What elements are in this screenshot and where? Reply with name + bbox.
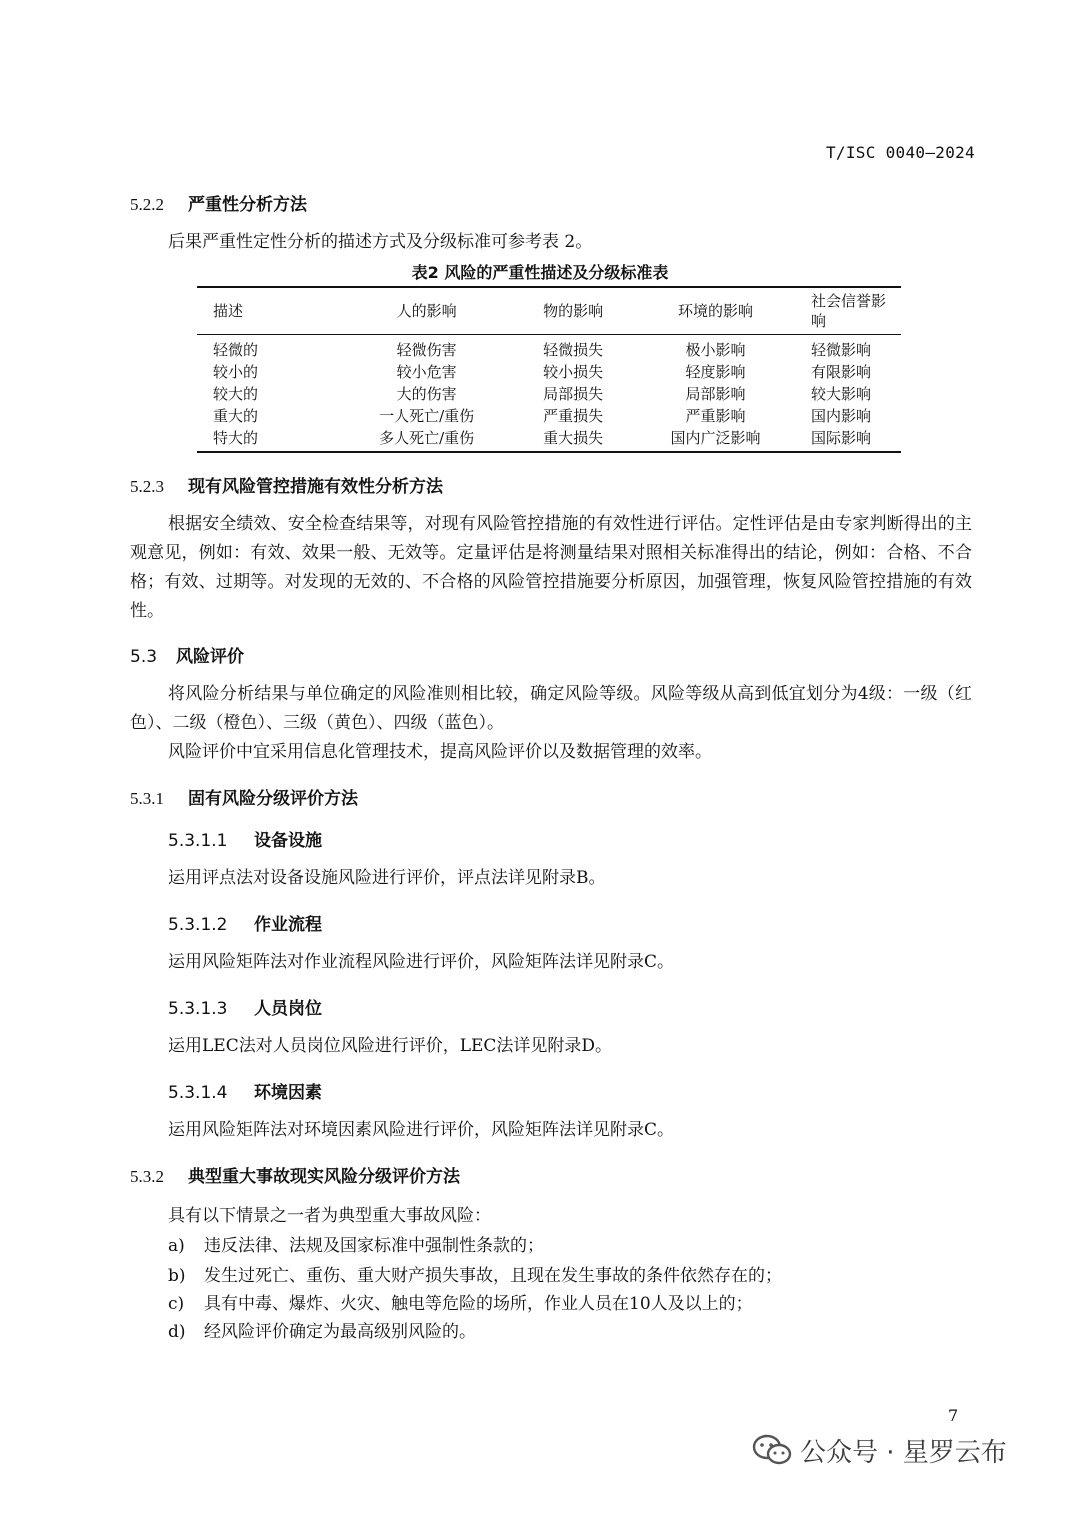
- table-cell: 多人死亡/重伤: [339, 427, 514, 452]
- heading-title: 人员岗位: [254, 999, 322, 1019]
- paragraph-5-3-1-1: 运用评点法对设备设施风险进行评价，评点法详见附录B。: [168, 868, 606, 888]
- page-number: 7: [948, 1406, 959, 1425]
- paragraph-5-2-3: 根据安全绩效、安全检查结果等，对现有风险管控措施的有效性进行评估。定性评估是由专家判断得出的主观意见，例如：有效、效果一般、无效等。定量评估是将测量结果对照相关标准得出的结论，例如：合格、不合格；有效、过期等。对发现的无效的、不合格的风险管控措施要分析原因，加强管理，恢复风险管控措施的有效性。: [130, 514, 972, 621]
- table-cell: 国内影响: [811, 407, 872, 425]
- heading-number: 5.3.2: [130, 1167, 164, 1186]
- table-cell: 轻微伤害: [396, 341, 457, 359]
- list-text: 具有中毒、爆炸、火灾、触电等危险的场所，作业人员在10人及以上的；: [204, 1294, 753, 1314]
- list-item: [168, 1318, 476, 1347]
- list-label: a): [168, 1236, 185, 1256]
- table-cell: 轻微影响: [811, 341, 872, 359]
- paragraph-5-3-b: 风险评价中宜采用信息化管理技术，提高风险评价以及数据管理的效率。: [168, 742, 712, 762]
- heading-title: 设备设施: [254, 831, 322, 851]
- table-cell: 国内广泛影响: [632, 427, 799, 452]
- paragraph-5-3-1-3: 运用LEC法对人员岗位风险进行评价，LEC法详见附录D。: [168, 1036, 613, 1056]
- wechat-icon: [752, 1433, 792, 1474]
- paragraph-5-3-1-2: 运用风险矩阵法对作业流程风险进行评价，风险矩阵法详见附录C。: [168, 952, 675, 972]
- table-header-cell: 人的影响: [339, 287, 514, 335]
- severity-table: [197, 286, 901, 453]
- heading-number: 5.3: [130, 647, 158, 667]
- list-item: [168, 1290, 753, 1319]
- table-header-row: [197, 287, 901, 335]
- heading-number: 5.2.3: [130, 477, 164, 496]
- heading-5-2-3: [130, 472, 443, 497]
- heading-5-3-1-4: [168, 1078, 322, 1103]
- paragraph-5-3-1-4: 运用风险矩阵法对环境因素风险进行评价，风险矩阵法详见附录C。: [168, 1120, 675, 1140]
- table-cell: 国际影响: [799, 427, 901, 452]
- table-row: [197, 335, 901, 362]
- heading-title: 作业流程: [254, 915, 322, 935]
- heading-number: 5.3.1.1: [168, 831, 228, 851]
- heading-5-3-1: [130, 784, 358, 809]
- heading-title: 固有风险分级评价方法: [188, 789, 358, 809]
- heading-number: 5.3.1.3: [168, 999, 228, 1019]
- heading-title: 典型重大事故现实风险分级评价方法: [188, 1167, 460, 1187]
- table-header-cell: 环境的影响: [632, 287, 799, 335]
- table-header-cell: 描述: [197, 287, 339, 335]
- heading-5-2-2: [130, 190, 307, 215]
- watermark-text: 公众号 · 星罗云布: [800, 1438, 1007, 1468]
- heading-number: 5.2.2: [130, 195, 164, 214]
- heading-title: 严重性分析方法: [188, 195, 307, 215]
- paragraph-5-2-2: 后果严重性定性分析的描述方式及分级标准可参考表 2。: [168, 232, 593, 252]
- table-cell: 较小损失: [543, 363, 604, 381]
- list-text: 违反法律、法规及国家标准中强制性条款的；: [204, 1236, 544, 1256]
- table-cell: 轻度影响: [685, 363, 746, 381]
- heading-number: 5.3.1.2: [168, 915, 228, 935]
- table-header-cell: 物的影响: [514, 287, 632, 335]
- heading-title: 现有风险管控措施有效性分析方法: [188, 477, 443, 497]
- watermark: [752, 1432, 1007, 1474]
- heading-5-3-2: [130, 1162, 460, 1187]
- table-cell: 较大影响: [811, 385, 872, 403]
- table-row: [197, 383, 901, 405]
- heading-number: 5.3.1.4: [168, 1083, 228, 1103]
- list-item: [168, 1232, 544, 1261]
- table-cell: 较大的: [213, 385, 259, 403]
- table-cell: 大的伤害: [396, 385, 457, 403]
- heading-number: 5.3.1: [130, 789, 164, 808]
- table-cell: 严重影响: [685, 407, 746, 425]
- table-cell: 轻微的: [213, 341, 259, 359]
- heading-5-3-1-3: [168, 994, 322, 1019]
- table-cell: 重大的: [213, 407, 259, 425]
- heading-5-3-1-2: [168, 910, 322, 935]
- table-cell: 一人死亡/重伤: [379, 407, 475, 425]
- table-cell: 特大的: [197, 427, 339, 452]
- paragraph-5-3-2: 具有以下情景之一者为典型重大事故风险：: [168, 1206, 491, 1226]
- list-label: d): [168, 1322, 186, 1342]
- table-cell: 有限影响: [811, 363, 872, 381]
- heading-5-3-1-1: [168, 826, 322, 851]
- table-cell: 局部损失: [543, 385, 604, 403]
- table-cell: 极小影响: [685, 341, 746, 359]
- table-caption: 表2 风险的严重性描述及分级标准表: [411, 263, 669, 282]
- list-text: 经风险评价确定为最高级别风险的。: [204, 1322, 476, 1342]
- heading-title: 风险评价: [176, 647, 244, 667]
- standard-code: T/ISC 0040—2024: [826, 143, 975, 162]
- heading-title: 环境因素: [254, 1083, 322, 1103]
- table-cell: 局部影响: [685, 385, 746, 403]
- paragraph-5-3-a: 将风险分析结果与单位确定的风险准则相比较，确定风险等级。风险等级从高到低宜划分为4级：一级（红色）、二级（橙色）、三级（黄色）、四级（蓝色）。: [130, 684, 972, 733]
- table-row: [197, 427, 901, 452]
- table-row: [197, 405, 901, 427]
- list-item: [168, 1262, 782, 1291]
- table-header-cell: 社会信誉影响: [799, 287, 901, 335]
- table-cell: 较小危害: [396, 363, 457, 381]
- table-cell: 轻微损失: [543, 341, 604, 359]
- heading-5-3: [130, 642, 244, 667]
- list-label: c): [168, 1294, 185, 1314]
- table-row: [197, 361, 901, 383]
- list-label: b): [168, 1266, 186, 1286]
- list-text: 发生过死亡、重伤、重大财产损失事故，且现在发生事故的条件依然存在的；: [204, 1266, 782, 1286]
- table-cell: 较小的: [213, 363, 259, 381]
- table-cell: 重大损失: [514, 427, 632, 452]
- table-cell: 严重损失: [543, 407, 604, 425]
